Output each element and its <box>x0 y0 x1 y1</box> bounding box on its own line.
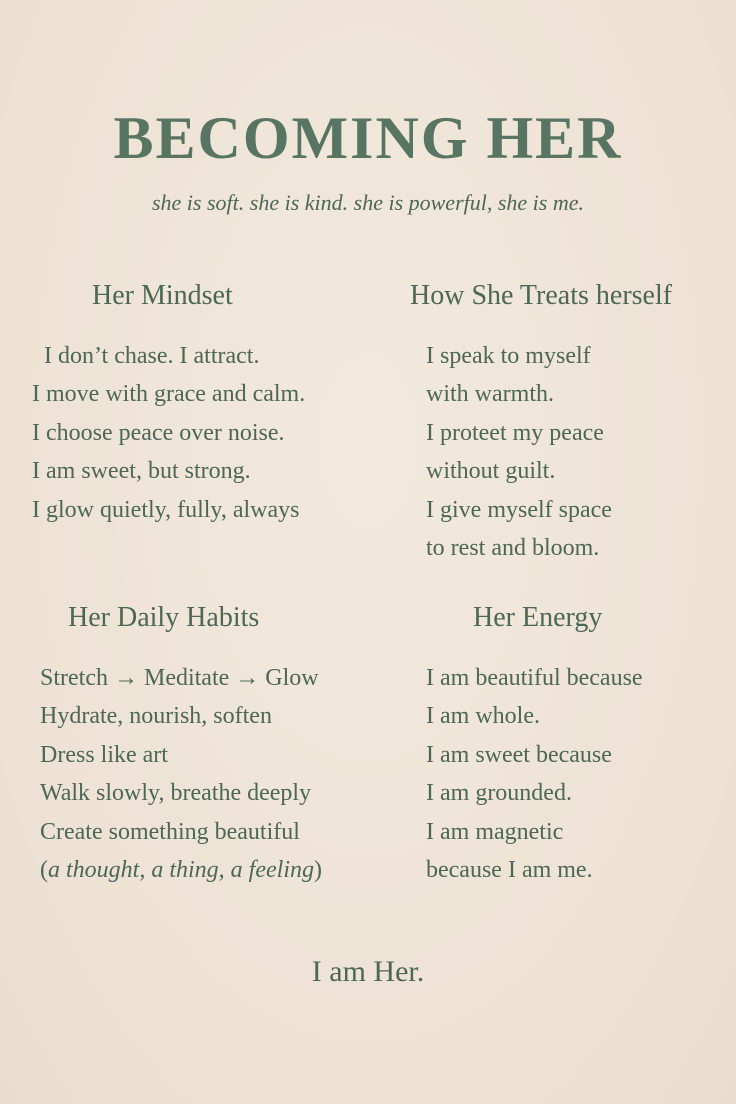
list-item: without guilt. <box>426 458 556 485</box>
list-item: I am magnetic <box>426 818 564 845</box>
italic-note: a thought, a thing, a feeling <box>48 857 314 884</box>
list-item: I am sweet, but strong. <box>32 458 251 485</box>
section-heading: Her Mindset <box>92 280 233 311</box>
closing-statement: I am Her. <box>311 955 425 988</box>
list-item: Walk slowly, breathe deeply <box>40 780 312 807</box>
section-heading: Her Energy <box>473 602 603 633</box>
list-item: I am grounded. <box>426 780 572 807</box>
section-her-daily-habits <box>40 604 380 889</box>
list-item: I am beautiful because <box>426 665 643 691</box>
list-item: I glow quietly, fully, always <box>32 496 300 523</box>
section-her-mindset <box>32 282 372 529</box>
paren-open: ( <box>40 857 48 884</box>
list-item: I choose peace over noise. <box>32 419 285 446</box>
list-item: I am sweet because <box>426 741 612 768</box>
affirmation-list <box>32 337 372 529</box>
list-item: I speak to myself <box>426 343 591 369</box>
section-heading: Her Daily Habits <box>68 602 260 633</box>
paren-close: ) <box>313 857 322 884</box>
list-item: I am whole. <box>426 703 540 730</box>
list-item: Stretch → Meditate → Glow <box>40 665 319 691</box>
section-heading: How She Treats herself <box>410 280 673 311</box>
list-item: I don’t chase. I attract. <box>32 343 260 369</box>
list-item: Create something beautiful <box>40 818 300 845</box>
list-item: because I am me. <box>426 857 593 884</box>
habit-list <box>40 659 380 889</box>
list-item: Hydrate, nourish, soften <box>40 703 272 730</box>
list-item: I proteet my peace <box>426 419 604 446</box>
affirmation-list <box>426 659 726 889</box>
section-her-energy <box>426 604 726 889</box>
list-item: to rest and bloom. <box>426 535 600 562</box>
affirmation-list <box>410 337 730 567</box>
list-item: I move with grace and calm. <box>32 381 306 408</box>
subtitle: she is soft. she is kind. she is powerful, she is me. <box>151 190 585 215</box>
list-item: with warmth. <box>426 381 554 408</box>
list-item <box>40 851 380 889</box>
list-item: I give myself space <box>426 496 612 523</box>
section-how-she-treats-herself <box>410 282 730 567</box>
list-item: Dress like art <box>40 741 168 768</box>
page-title: BECOMING HER <box>113 105 623 171</box>
